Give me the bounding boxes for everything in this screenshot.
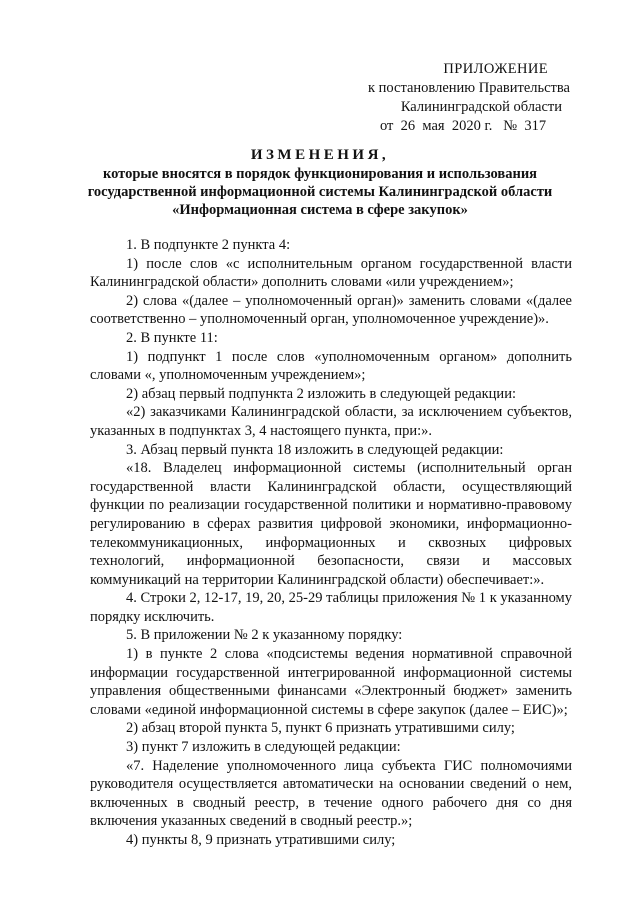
- paragraph: 2. В пункте 11:: [126, 329, 218, 346]
- paragraph: 3) пункт 7 изложить в следующей редакции:: [126, 739, 401, 756]
- paragraph: 1. В подпункте 2 пункта 4:: [126, 237, 291, 253]
- paragraph: 2) слова «(далее – уполномоченный орган)» заменить словами «(далее соответственно – уполномоченный орган, уполномоченное учреждение)».: [90, 292, 572, 328]
- paragraph: 3. Абзац первый пункта 18 изложить в следующей редакции:: [126, 441, 504, 458]
- paragraph: 2) абзац первый подпункта 2 изложить в следующей редакции:: [126, 385, 516, 402]
- heading-line-2: государственной информационной системы Калининградской области: [87, 184, 553, 200]
- heading-line-1: которые вносятся в порядок функционирования и использования: [102, 166, 538, 182]
- paragraph: «18. Владелец информационной системы (исполнительный орган государственной власти Калининградской области, осуществляющий функции по реализации государственной политики и нормативно-правовому регулированию в сферах развития цифровой экономики, информационно-телекоммуникационных, информационных и сквозных цифровых технологий, информационной безопасности, связи и массовых коммуникаций на территории Калининградской области) обеспечивает:».: [90, 460, 572, 588]
- paragraph: 1) после слов «с исполнительным органом государственной власти Калининградской области» дополнить словами «или учреждением»;: [90, 255, 572, 291]
- paragraph: 4) пункты 8, 9 признать утратившими силу;: [126, 832, 396, 848]
- appendix-resolution-line: к постановлению Правительства: [368, 80, 570, 96]
- appendix-region-line: Калининградской области: [400, 99, 562, 115]
- paragraph: 4. Строки 2, 12-17, 19, 20, 25-29 таблицы приложения № 1 к указанному порядку исключить.: [90, 590, 572, 625]
- paragraph: «7. Наделение уполномоченного лица субъекта ГИС полномочиями руководителя осуществляется автоматически на основании сведений о нем, включенных в сводный реестр, в течение одного рабочего дня со дня включения указанных сведений в сводный реестр.»;: [90, 757, 572, 830]
- appendix-title: ПРИЛОЖЕНИЕ: [443, 61, 548, 77]
- heading-title: ИЗМЕНЕНИЯ,: [250, 147, 390, 163]
- paragraph: 1) в пункте 2 слова «подсистемы ведения нормативной справочной информации государственной интегрированной информационной системы управления общественными финансами «Электронный бюджет» заменить словами «единой информационной системы в сфере закупок (далее – ЕИС)»;: [90, 646, 572, 718]
- appendix-date-line: от 26 мая 2020 г. № 317: [380, 118, 547, 134]
- document-heading: [70, 146, 570, 219]
- paragraph: 2) абзац второй пункта 5, пункт 6 признать утратившими силу;: [126, 720, 515, 737]
- heading-line-3: «Информационная система в сфере закупок»: [172, 202, 468, 218]
- appendix-block: [360, 60, 570, 136]
- document-body: [90, 236, 572, 850]
- paragraph: «2) заказчиками Калининградской области, за исключением субъектов, указанных в подпунктах 3, 4 настоящего пункта, при:».: [90, 404, 572, 439]
- paragraph: 5. В приложении № 2 к указанному порядку:: [126, 627, 403, 644]
- paragraph: 1) подпункт 1 после слов «уполномоченным органом» дополнить словами «, уполномоченным учреждением»;: [90, 348, 572, 384]
